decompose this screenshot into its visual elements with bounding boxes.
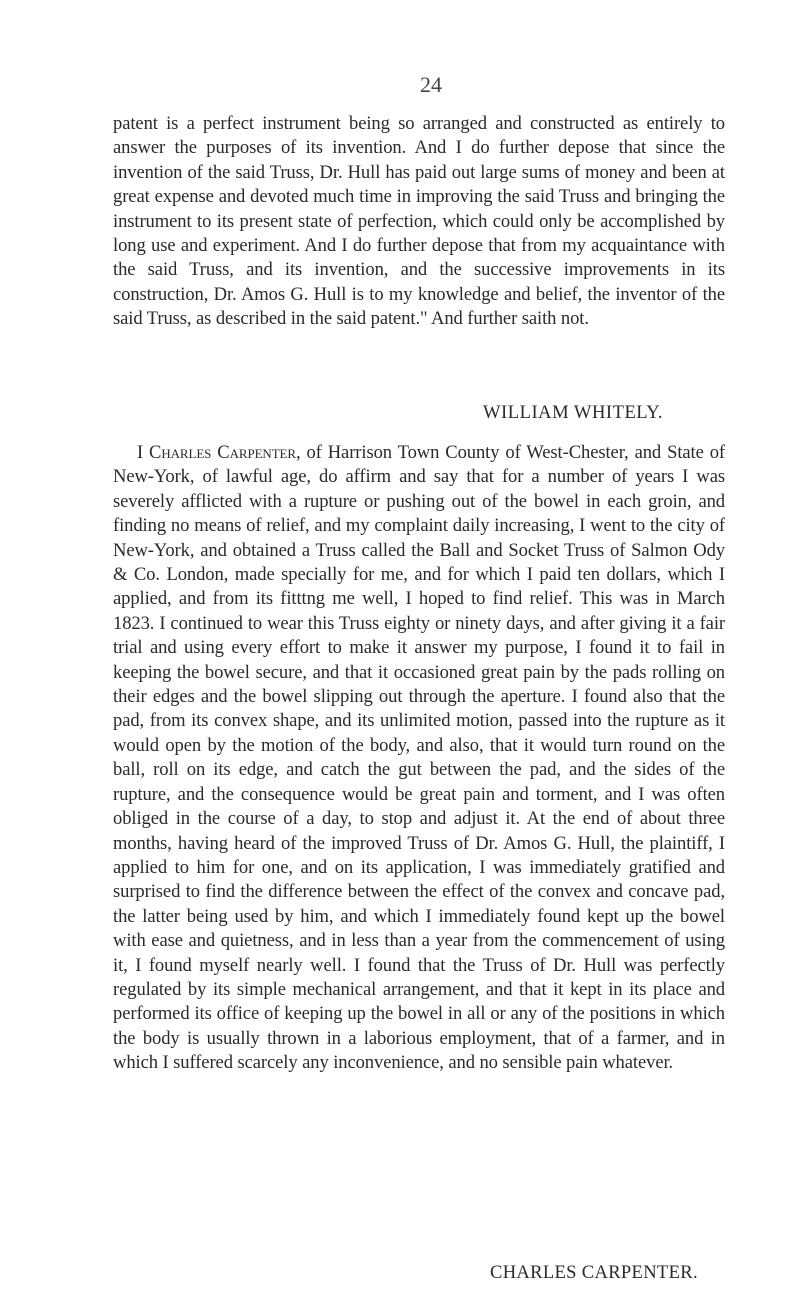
- deposition-whitely-text: patent is a perfect instrument being so arranged and constructed as entirely to answer the purposes of its invention. And I do further depose that since the invention of the said Truss, Dr. Hull has paid out large sums of money and been at great expense and devoted much time in improving the said Truss and bringing the instrument to its present state of perfection, which could only be accomplished by long use and experiment. And I do further depose that from my acquaintance with the said Truss, and its invention, and the successive improvements in its construction, Dr. Amos G. Hull is to my knowledge and belief, the inventor of the said Truss, as described in the said patent." And further saith not.: [113, 113, 725, 330]
- signature-charles-carpenter: CHARLES CARPENTER.: [490, 1262, 698, 1283]
- deposition-carpenter-lead: I Charles Carpenter,: [137, 442, 301, 463]
- page-number: 24: [420, 72, 442, 97]
- deposition-carpenter-body: of Harrison Town County of West-Chester, and State of New-York, of lawful age, do affirm and say that for a number of years I was severely afflicted with a rupture or pushing out of the bowel in each groin, and finding no means of relief, and my complaint daily increasing, I went to the city of New-York, and obtained a Truss called the Ball and Socket Truss of Salmon Ody & Co. London, made specially for me, and for which I paid ten dollars, which I applied, and from its fitttng me well, I hoped to find relief. This was in March 1823. I continued to wear this Truss eighty or ninety days, and after giving it a fair trial and using every effort to make it answer my purpose, I found it to fail in keeping the bowel secure, and that it occasioned great pain by the pads rolling on their edges and the bowel slipping out through the aperture. I found also that the pad, from its convex shape, and its unlimited motion, passed into the rupture as it would open by the motion of the body, and also, that it would turn round on the ball, roll on its edge, and catch the gut between the pad, and the sides of the rupture, and the consequence would be great pain and torment, and I was often obliged in the course of a day, to stop and adjust it. At the end of about three months, having heard of the improved Truss of Dr. Amos G. Hull, the plaintiff, I applied to him for one, and on its application, I was immediately gratified and surprised to find the difference between the effect of the convex and concave pad, the latter being used by him, and which I immediately found kept up the bowel with ease and quietness, and in less than a year from the commencement of using it, I found myself nearly well. I found that the Truss of Dr. Hull was perfectly regulated by its simple mechanical arrangement, and that it kept in its place and performed its office of keeping up the bowel in all or any of the positions in which the body is usually thrown in a laborious employment, that of a farmer, and in which I suffered scarcely any inconvenience, and no sensible pain whatever.: [113, 442, 726, 1074]
- signature-william-whitely: WILLIAM WHITELY.: [483, 402, 663, 423]
- deposition-carpenter-text: [113, 441, 725, 1076]
